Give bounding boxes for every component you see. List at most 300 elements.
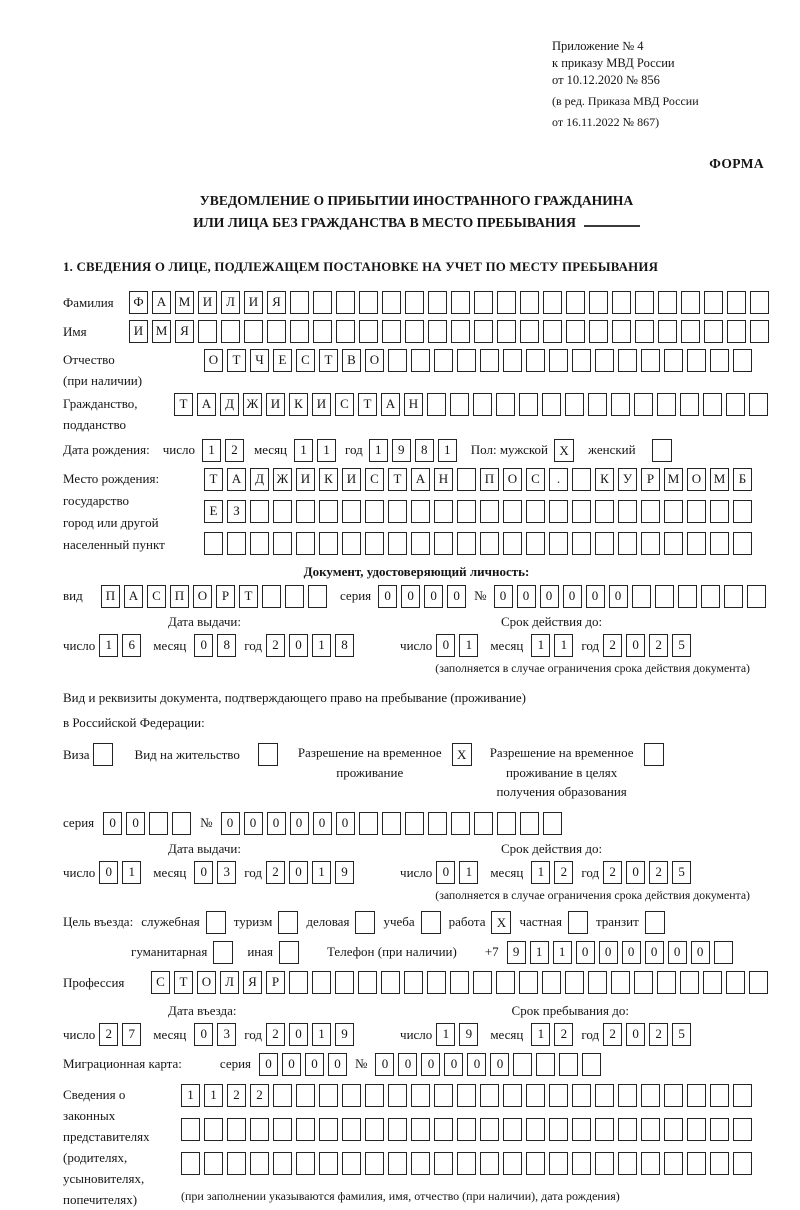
char-cell[interactable] bbox=[451, 291, 470, 314]
char-cell[interactable] bbox=[526, 532, 545, 555]
char-cell[interactable] bbox=[572, 500, 591, 523]
char-cell[interactable]: 0 bbox=[490, 1053, 509, 1076]
char-cell[interactable]: И bbox=[244, 291, 263, 314]
char-cell[interactable] bbox=[641, 1152, 660, 1175]
char-cell[interactable] bbox=[687, 532, 706, 555]
char-cell[interactable]: М bbox=[175, 291, 194, 314]
char-cell[interactable] bbox=[658, 291, 677, 314]
char-cell[interactable] bbox=[381, 971, 400, 994]
char-cell[interactable] bbox=[681, 291, 700, 314]
char-cell[interactable]: 0 bbox=[103, 812, 122, 835]
char-cell[interactable] bbox=[733, 1152, 752, 1175]
char-cell[interactable]: 9 bbox=[392, 439, 411, 462]
temp-residence-education-checkbox[interactable] bbox=[644, 743, 664, 766]
char-cell[interactable] bbox=[480, 532, 499, 555]
char-cell[interactable]: 1 bbox=[554, 634, 573, 657]
char-cell[interactable] bbox=[655, 585, 674, 608]
char-cell[interactable] bbox=[641, 1118, 660, 1141]
char-cell[interactable] bbox=[526, 500, 545, 523]
char-cell[interactable] bbox=[634, 971, 653, 994]
char-cell[interactable]: Т bbox=[174, 393, 193, 416]
char-cell[interactable] bbox=[480, 349, 499, 372]
char-cell[interactable]: 2 bbox=[266, 1023, 285, 1046]
char-cell[interactable] bbox=[204, 1152, 223, 1175]
char-cell[interactable] bbox=[664, 500, 683, 523]
char-cell[interactable] bbox=[503, 349, 522, 372]
char-cell[interactable]: П bbox=[101, 585, 120, 608]
char-cell[interactable] bbox=[388, 1152, 407, 1175]
char-cell[interactable]: Т bbox=[388, 468, 407, 491]
char-cell[interactable] bbox=[411, 532, 430, 555]
char-cell[interactable] bbox=[572, 532, 591, 555]
char-cell[interactable] bbox=[710, 532, 729, 555]
char-cell[interactable] bbox=[388, 1084, 407, 1107]
char-cell[interactable]: 1 bbox=[531, 1023, 550, 1046]
char-cell[interactable]: 1 bbox=[459, 634, 478, 657]
char-cell[interactable]: 2 bbox=[649, 634, 668, 657]
char-cell[interactable] bbox=[198, 320, 217, 343]
char-cell[interactable] bbox=[664, 1152, 683, 1175]
char-cell[interactable] bbox=[641, 1084, 660, 1107]
char-cell[interactable]: 0 bbox=[645, 941, 664, 964]
char-cell[interactable]: 0 bbox=[282, 1053, 301, 1076]
char-cell[interactable] bbox=[382, 291, 401, 314]
char-cell[interactable]: 0 bbox=[267, 812, 286, 835]
char-cell[interactable] bbox=[457, 1118, 476, 1141]
char-cell[interactable]: Н bbox=[434, 468, 453, 491]
char-cell[interactable]: 0 bbox=[259, 1053, 278, 1076]
char-cell[interactable] bbox=[296, 532, 315, 555]
char-cell[interactable] bbox=[704, 291, 723, 314]
char-cell[interactable]: Т bbox=[358, 393, 377, 416]
char-cell[interactable] bbox=[172, 812, 191, 835]
char-cell[interactable]: А bbox=[124, 585, 143, 608]
char-cell[interactable] bbox=[480, 1118, 499, 1141]
char-cell[interactable] bbox=[457, 1152, 476, 1175]
char-cell[interactable] bbox=[750, 320, 769, 343]
char-cell[interactable] bbox=[250, 1152, 269, 1175]
char-cell[interactable] bbox=[405, 320, 424, 343]
char-cell[interactable] bbox=[657, 971, 676, 994]
char-cell[interactable] bbox=[572, 1152, 591, 1175]
char-cell[interactable]: И bbox=[342, 468, 361, 491]
char-cell[interactable] bbox=[664, 1118, 683, 1141]
char-cell[interactable] bbox=[526, 1118, 545, 1141]
char-cell[interactable]: 0 bbox=[622, 941, 641, 964]
char-cell[interactable] bbox=[727, 320, 746, 343]
char-cell[interactable] bbox=[204, 1118, 223, 1141]
char-cell[interactable]: 0 bbox=[436, 861, 455, 884]
char-cell[interactable] bbox=[227, 1118, 246, 1141]
char-cell[interactable]: 1 bbox=[312, 861, 331, 884]
char-cell[interactable] bbox=[411, 1084, 430, 1107]
char-cell[interactable] bbox=[618, 1084, 637, 1107]
char-cell[interactable] bbox=[588, 393, 607, 416]
char-cell[interactable]: 0 bbox=[626, 1023, 645, 1046]
char-cell[interactable]: 5 bbox=[672, 1023, 691, 1046]
char-cell[interactable] bbox=[457, 1084, 476, 1107]
char-cell[interactable] bbox=[358, 971, 377, 994]
char-cell[interactable] bbox=[473, 393, 492, 416]
char-cell[interactable] bbox=[687, 1152, 706, 1175]
char-cell[interactable]: 0 bbox=[421, 1053, 440, 1076]
char-cell[interactable] bbox=[388, 500, 407, 523]
char-cell[interactable] bbox=[595, 532, 614, 555]
char-cell[interactable] bbox=[526, 349, 545, 372]
char-cell[interactable] bbox=[565, 393, 584, 416]
char-cell[interactable] bbox=[549, 1084, 568, 1107]
char-cell[interactable]: О bbox=[365, 349, 384, 372]
char-cell[interactable] bbox=[335, 971, 354, 994]
char-cell[interactable] bbox=[250, 500, 269, 523]
char-cell[interactable] bbox=[474, 291, 493, 314]
char-cell[interactable]: 1 bbox=[436, 1023, 455, 1046]
char-cell[interactable]: И bbox=[129, 320, 148, 343]
char-cell[interactable]: Е bbox=[273, 349, 292, 372]
char-cell[interactable]: 0 bbox=[221, 812, 240, 835]
char-cell[interactable] bbox=[641, 349, 660, 372]
char-cell[interactable] bbox=[296, 1118, 315, 1141]
char-cell[interactable] bbox=[687, 1118, 706, 1141]
char-cell[interactable]: 0 bbox=[424, 585, 443, 608]
char-cell[interactable]: Р bbox=[216, 585, 235, 608]
char-cell[interactable] bbox=[267, 320, 286, 343]
char-cell[interactable] bbox=[262, 585, 281, 608]
char-cell[interactable] bbox=[664, 532, 683, 555]
char-cell[interactable]: Л bbox=[221, 291, 240, 314]
char-cell[interactable] bbox=[434, 1084, 453, 1107]
char-cell[interactable] bbox=[513, 1053, 532, 1076]
char-cell[interactable] bbox=[312, 971, 331, 994]
char-cell[interactable] bbox=[727, 291, 746, 314]
char-cell[interactable]: 0 bbox=[691, 941, 710, 964]
char-cell[interactable] bbox=[244, 320, 263, 343]
option-visa[interactable] bbox=[63, 743, 113, 766]
char-cell[interactable] bbox=[365, 500, 384, 523]
char-cell[interactable] bbox=[451, 320, 470, 343]
char-cell[interactable] bbox=[336, 291, 355, 314]
char-cell[interactable] bbox=[618, 349, 637, 372]
char-cell[interactable] bbox=[474, 320, 493, 343]
residence-permit-checkbox[interactable] bbox=[258, 743, 278, 766]
char-cell[interactable] bbox=[750, 291, 769, 314]
char-cell[interactable] bbox=[632, 585, 651, 608]
char-cell[interactable] bbox=[595, 349, 614, 372]
char-cell[interactable]: 2 bbox=[649, 1023, 668, 1046]
char-cell[interactable]: А bbox=[381, 393, 400, 416]
char-cell[interactable]: 0 bbox=[517, 585, 536, 608]
char-cell[interactable]: У bbox=[618, 468, 637, 491]
char-cell[interactable] bbox=[480, 1152, 499, 1175]
sex-male-checkbox[interactable]: X bbox=[554, 439, 574, 462]
char-cell[interactable]: 0 bbox=[401, 585, 420, 608]
char-cell[interactable] bbox=[595, 500, 614, 523]
char-cell[interactable]: 2 bbox=[603, 1023, 622, 1046]
char-cell[interactable] bbox=[572, 468, 591, 491]
char-cell[interactable]: 1 bbox=[459, 861, 478, 884]
char-cell[interactable]: Т bbox=[319, 349, 338, 372]
char-cell[interactable]: 0 bbox=[494, 585, 513, 608]
char-cell[interactable] bbox=[434, 532, 453, 555]
char-cell[interactable]: 1 bbox=[312, 1023, 331, 1046]
char-cell[interactable] bbox=[181, 1118, 200, 1141]
char-cell[interactable]: С bbox=[147, 585, 166, 608]
char-cell[interactable]: 0 bbox=[194, 861, 213, 884]
char-cell[interactable]: 1 bbox=[294, 439, 313, 462]
char-cell[interactable]: Р bbox=[266, 971, 285, 994]
char-cell[interactable]: Д bbox=[250, 468, 269, 491]
option-residence-permit[interactable] bbox=[135, 743, 278, 766]
char-cell[interactable] bbox=[388, 349, 407, 372]
char-cell[interactable] bbox=[549, 500, 568, 523]
business-checkbox[interactable] bbox=[355, 911, 375, 934]
sex-female-checkbox[interactable] bbox=[652, 439, 672, 462]
char-cell[interactable] bbox=[359, 291, 378, 314]
char-cell[interactable] bbox=[680, 971, 699, 994]
char-cell[interactable] bbox=[520, 320, 539, 343]
purpose-private[interactable]: частная bbox=[519, 911, 587, 934]
visa-checkbox[interactable] bbox=[93, 743, 113, 766]
purpose-transit[interactable]: транзит bbox=[596, 911, 665, 934]
char-cell[interactable]: А bbox=[227, 468, 246, 491]
char-cell[interactable] bbox=[618, 532, 637, 555]
char-cell[interactable]: Я bbox=[243, 971, 262, 994]
char-cell[interactable]: Ф bbox=[129, 291, 148, 314]
private-checkbox[interactable] bbox=[568, 911, 588, 934]
char-cell[interactable] bbox=[319, 1152, 338, 1175]
char-cell[interactable] bbox=[273, 500, 292, 523]
char-cell[interactable]: Ж bbox=[243, 393, 262, 416]
char-cell[interactable] bbox=[405, 812, 424, 835]
char-cell[interactable]: 2 bbox=[266, 861, 285, 884]
char-cell[interactable] bbox=[612, 320, 631, 343]
char-cell[interactable] bbox=[565, 971, 584, 994]
char-cell[interactable] bbox=[457, 532, 476, 555]
char-cell[interactable]: 2 bbox=[554, 861, 573, 884]
char-cell[interactable] bbox=[519, 393, 538, 416]
char-cell[interactable] bbox=[566, 291, 585, 314]
char-cell[interactable]: А bbox=[152, 291, 171, 314]
char-cell[interactable] bbox=[526, 1084, 545, 1107]
char-cell[interactable]: 0 bbox=[668, 941, 687, 964]
char-cell[interactable]: В bbox=[342, 349, 361, 372]
char-cell[interactable]: 0 bbox=[447, 585, 466, 608]
char-cell[interactable] bbox=[319, 1084, 338, 1107]
char-cell[interactable] bbox=[687, 500, 706, 523]
char-cell[interactable] bbox=[588, 971, 607, 994]
char-cell[interactable] bbox=[313, 291, 332, 314]
char-cell[interactable]: 8 bbox=[217, 634, 236, 657]
char-cell[interactable]: П bbox=[480, 468, 499, 491]
char-cell[interactable]: П bbox=[170, 585, 189, 608]
char-cell[interactable] bbox=[687, 349, 706, 372]
char-cell[interactable] bbox=[359, 320, 378, 343]
char-cell[interactable] bbox=[595, 1118, 614, 1141]
char-cell[interactable]: 0 bbox=[436, 634, 455, 657]
char-cell[interactable] bbox=[204, 532, 223, 555]
char-cell[interactable]: 0 bbox=[563, 585, 582, 608]
char-cell[interactable] bbox=[496, 971, 515, 994]
char-cell[interactable] bbox=[749, 971, 768, 994]
char-cell[interactable]: К bbox=[319, 468, 338, 491]
char-cell[interactable] bbox=[542, 393, 561, 416]
char-cell[interactable] bbox=[549, 1152, 568, 1175]
char-cell[interactable]: О bbox=[503, 468, 522, 491]
char-cell[interactable] bbox=[342, 532, 361, 555]
char-cell[interactable]: 2 bbox=[266, 634, 285, 657]
option-temp-residence-education[interactable] bbox=[490, 743, 664, 802]
char-cell[interactable]: 1 bbox=[438, 439, 457, 462]
char-cell[interactable] bbox=[589, 320, 608, 343]
char-cell[interactable] bbox=[480, 500, 499, 523]
char-cell[interactable]: . bbox=[549, 468, 568, 491]
char-cell[interactable] bbox=[434, 1118, 453, 1141]
char-cell[interactable] bbox=[589, 291, 608, 314]
humanitarian-checkbox[interactable] bbox=[213, 941, 233, 964]
char-cell[interactable] bbox=[365, 532, 384, 555]
char-cell[interactable] bbox=[405, 291, 424, 314]
char-cell[interactable] bbox=[733, 349, 752, 372]
work-checkbox[interactable]: X bbox=[491, 911, 511, 934]
char-cell[interactable] bbox=[497, 291, 516, 314]
char-cell[interactable] bbox=[664, 349, 683, 372]
char-cell[interactable]: Т bbox=[239, 585, 258, 608]
char-cell[interactable]: К bbox=[289, 393, 308, 416]
char-cell[interactable]: 0 bbox=[194, 634, 213, 657]
char-cell[interactable]: 7 bbox=[122, 1023, 141, 1046]
char-cell[interactable] bbox=[273, 1152, 292, 1175]
char-cell[interactable]: 0 bbox=[290, 812, 309, 835]
char-cell[interactable] bbox=[733, 1084, 752, 1107]
char-cell[interactable]: 2 bbox=[227, 1084, 246, 1107]
char-cell[interactable]: И bbox=[198, 291, 217, 314]
char-cell[interactable] bbox=[572, 1084, 591, 1107]
char-cell[interactable] bbox=[710, 1084, 729, 1107]
char-cell[interactable]: З bbox=[227, 500, 246, 523]
char-cell[interactable]: 0 bbox=[336, 812, 355, 835]
char-cell[interactable] bbox=[710, 500, 729, 523]
char-cell[interactable]: 1 bbox=[181, 1084, 200, 1107]
char-cell[interactable] bbox=[285, 585, 304, 608]
char-cell[interactable] bbox=[450, 393, 469, 416]
char-cell[interactable] bbox=[336, 320, 355, 343]
char-cell[interactable] bbox=[635, 320, 654, 343]
char-cell[interactable] bbox=[503, 500, 522, 523]
char-cell[interactable]: 2 bbox=[649, 861, 668, 884]
char-cell[interactable] bbox=[382, 320, 401, 343]
char-cell[interactable] bbox=[296, 1084, 315, 1107]
char-cell[interactable]: 1 bbox=[369, 439, 388, 462]
char-cell[interactable] bbox=[519, 971, 538, 994]
char-cell[interactable] bbox=[641, 532, 660, 555]
char-cell[interactable] bbox=[618, 1118, 637, 1141]
char-cell[interactable] bbox=[342, 1152, 361, 1175]
char-cell[interactable]: 2 bbox=[99, 1023, 118, 1046]
char-cell[interactable]: Б bbox=[733, 468, 752, 491]
char-cell[interactable] bbox=[710, 1118, 729, 1141]
char-cell[interactable] bbox=[595, 1084, 614, 1107]
char-cell[interactable]: 0 bbox=[99, 861, 118, 884]
char-cell[interactable]: Ж bbox=[273, 468, 292, 491]
char-cell[interactable]: 0 bbox=[586, 585, 605, 608]
char-cell[interactable]: 5 bbox=[672, 634, 691, 657]
char-cell[interactable]: 0 bbox=[626, 634, 645, 657]
char-cell[interactable]: М bbox=[710, 468, 729, 491]
char-cell[interactable] bbox=[313, 320, 332, 343]
char-cell[interactable]: 1 bbox=[312, 634, 331, 657]
char-cell[interactable]: 9 bbox=[335, 1023, 354, 1046]
char-cell[interactable]: 0 bbox=[244, 812, 263, 835]
char-cell[interactable] bbox=[733, 1118, 752, 1141]
char-cell[interactable]: 1 bbox=[531, 634, 550, 657]
char-cell[interactable] bbox=[497, 812, 516, 835]
char-cell[interactable] bbox=[273, 532, 292, 555]
char-cell[interactable]: 0 bbox=[289, 634, 308, 657]
char-cell[interactable] bbox=[342, 1084, 361, 1107]
char-cell[interactable] bbox=[747, 585, 766, 608]
char-cell[interactable]: И bbox=[312, 393, 331, 416]
transit-checkbox[interactable] bbox=[645, 911, 665, 934]
char-cell[interactable] bbox=[611, 971, 630, 994]
char-cell[interactable] bbox=[496, 393, 515, 416]
char-cell[interactable]: И bbox=[296, 468, 315, 491]
char-cell[interactable] bbox=[497, 320, 516, 343]
purpose-business[interactable]: деловая bbox=[306, 911, 375, 934]
char-cell[interactable] bbox=[434, 500, 453, 523]
char-cell[interactable]: Д bbox=[220, 393, 239, 416]
char-cell[interactable] bbox=[572, 349, 591, 372]
char-cell[interactable] bbox=[543, 320, 562, 343]
char-cell[interactable] bbox=[227, 1152, 246, 1175]
char-cell[interactable] bbox=[273, 1084, 292, 1107]
char-cell[interactable]: М bbox=[152, 320, 171, 343]
char-cell[interactable] bbox=[250, 532, 269, 555]
char-cell[interactable]: 2 bbox=[603, 861, 622, 884]
char-cell[interactable]: Н bbox=[404, 393, 423, 416]
char-cell[interactable] bbox=[724, 585, 743, 608]
char-cell[interactable] bbox=[296, 500, 315, 523]
char-cell[interactable] bbox=[710, 349, 729, 372]
char-cell[interactable]: Т bbox=[227, 349, 246, 372]
char-cell[interactable] bbox=[411, 349, 430, 372]
char-cell[interactable]: 3 bbox=[217, 1023, 236, 1046]
char-cell[interactable]: С bbox=[365, 468, 384, 491]
char-cell[interactable]: 1 bbox=[530, 941, 549, 964]
char-cell[interactable] bbox=[388, 1118, 407, 1141]
official-checkbox[interactable] bbox=[206, 911, 226, 934]
char-cell[interactable]: Я bbox=[267, 291, 286, 314]
char-cell[interactable]: А bbox=[197, 393, 216, 416]
char-cell[interactable] bbox=[542, 971, 561, 994]
char-cell[interactable] bbox=[678, 585, 697, 608]
char-cell[interactable]: 0 bbox=[305, 1053, 324, 1076]
char-cell[interactable] bbox=[641, 500, 660, 523]
char-cell[interactable] bbox=[733, 532, 752, 555]
char-cell[interactable]: Ч bbox=[250, 349, 269, 372]
char-cell[interactable]: 0 bbox=[375, 1053, 394, 1076]
char-cell[interactable] bbox=[549, 349, 568, 372]
char-cell[interactable] bbox=[227, 532, 246, 555]
purpose-official[interactable]: служебная bbox=[141, 911, 226, 934]
char-cell[interactable] bbox=[319, 1118, 338, 1141]
char-cell[interactable]: 8 bbox=[335, 634, 354, 657]
char-cell[interactable] bbox=[457, 349, 476, 372]
char-cell[interactable] bbox=[411, 500, 430, 523]
char-cell[interactable]: 2 bbox=[225, 439, 244, 462]
char-cell[interactable]: 2 bbox=[554, 1023, 573, 1046]
char-cell[interactable]: 1 bbox=[317, 439, 336, 462]
char-cell[interactable] bbox=[503, 1084, 522, 1107]
